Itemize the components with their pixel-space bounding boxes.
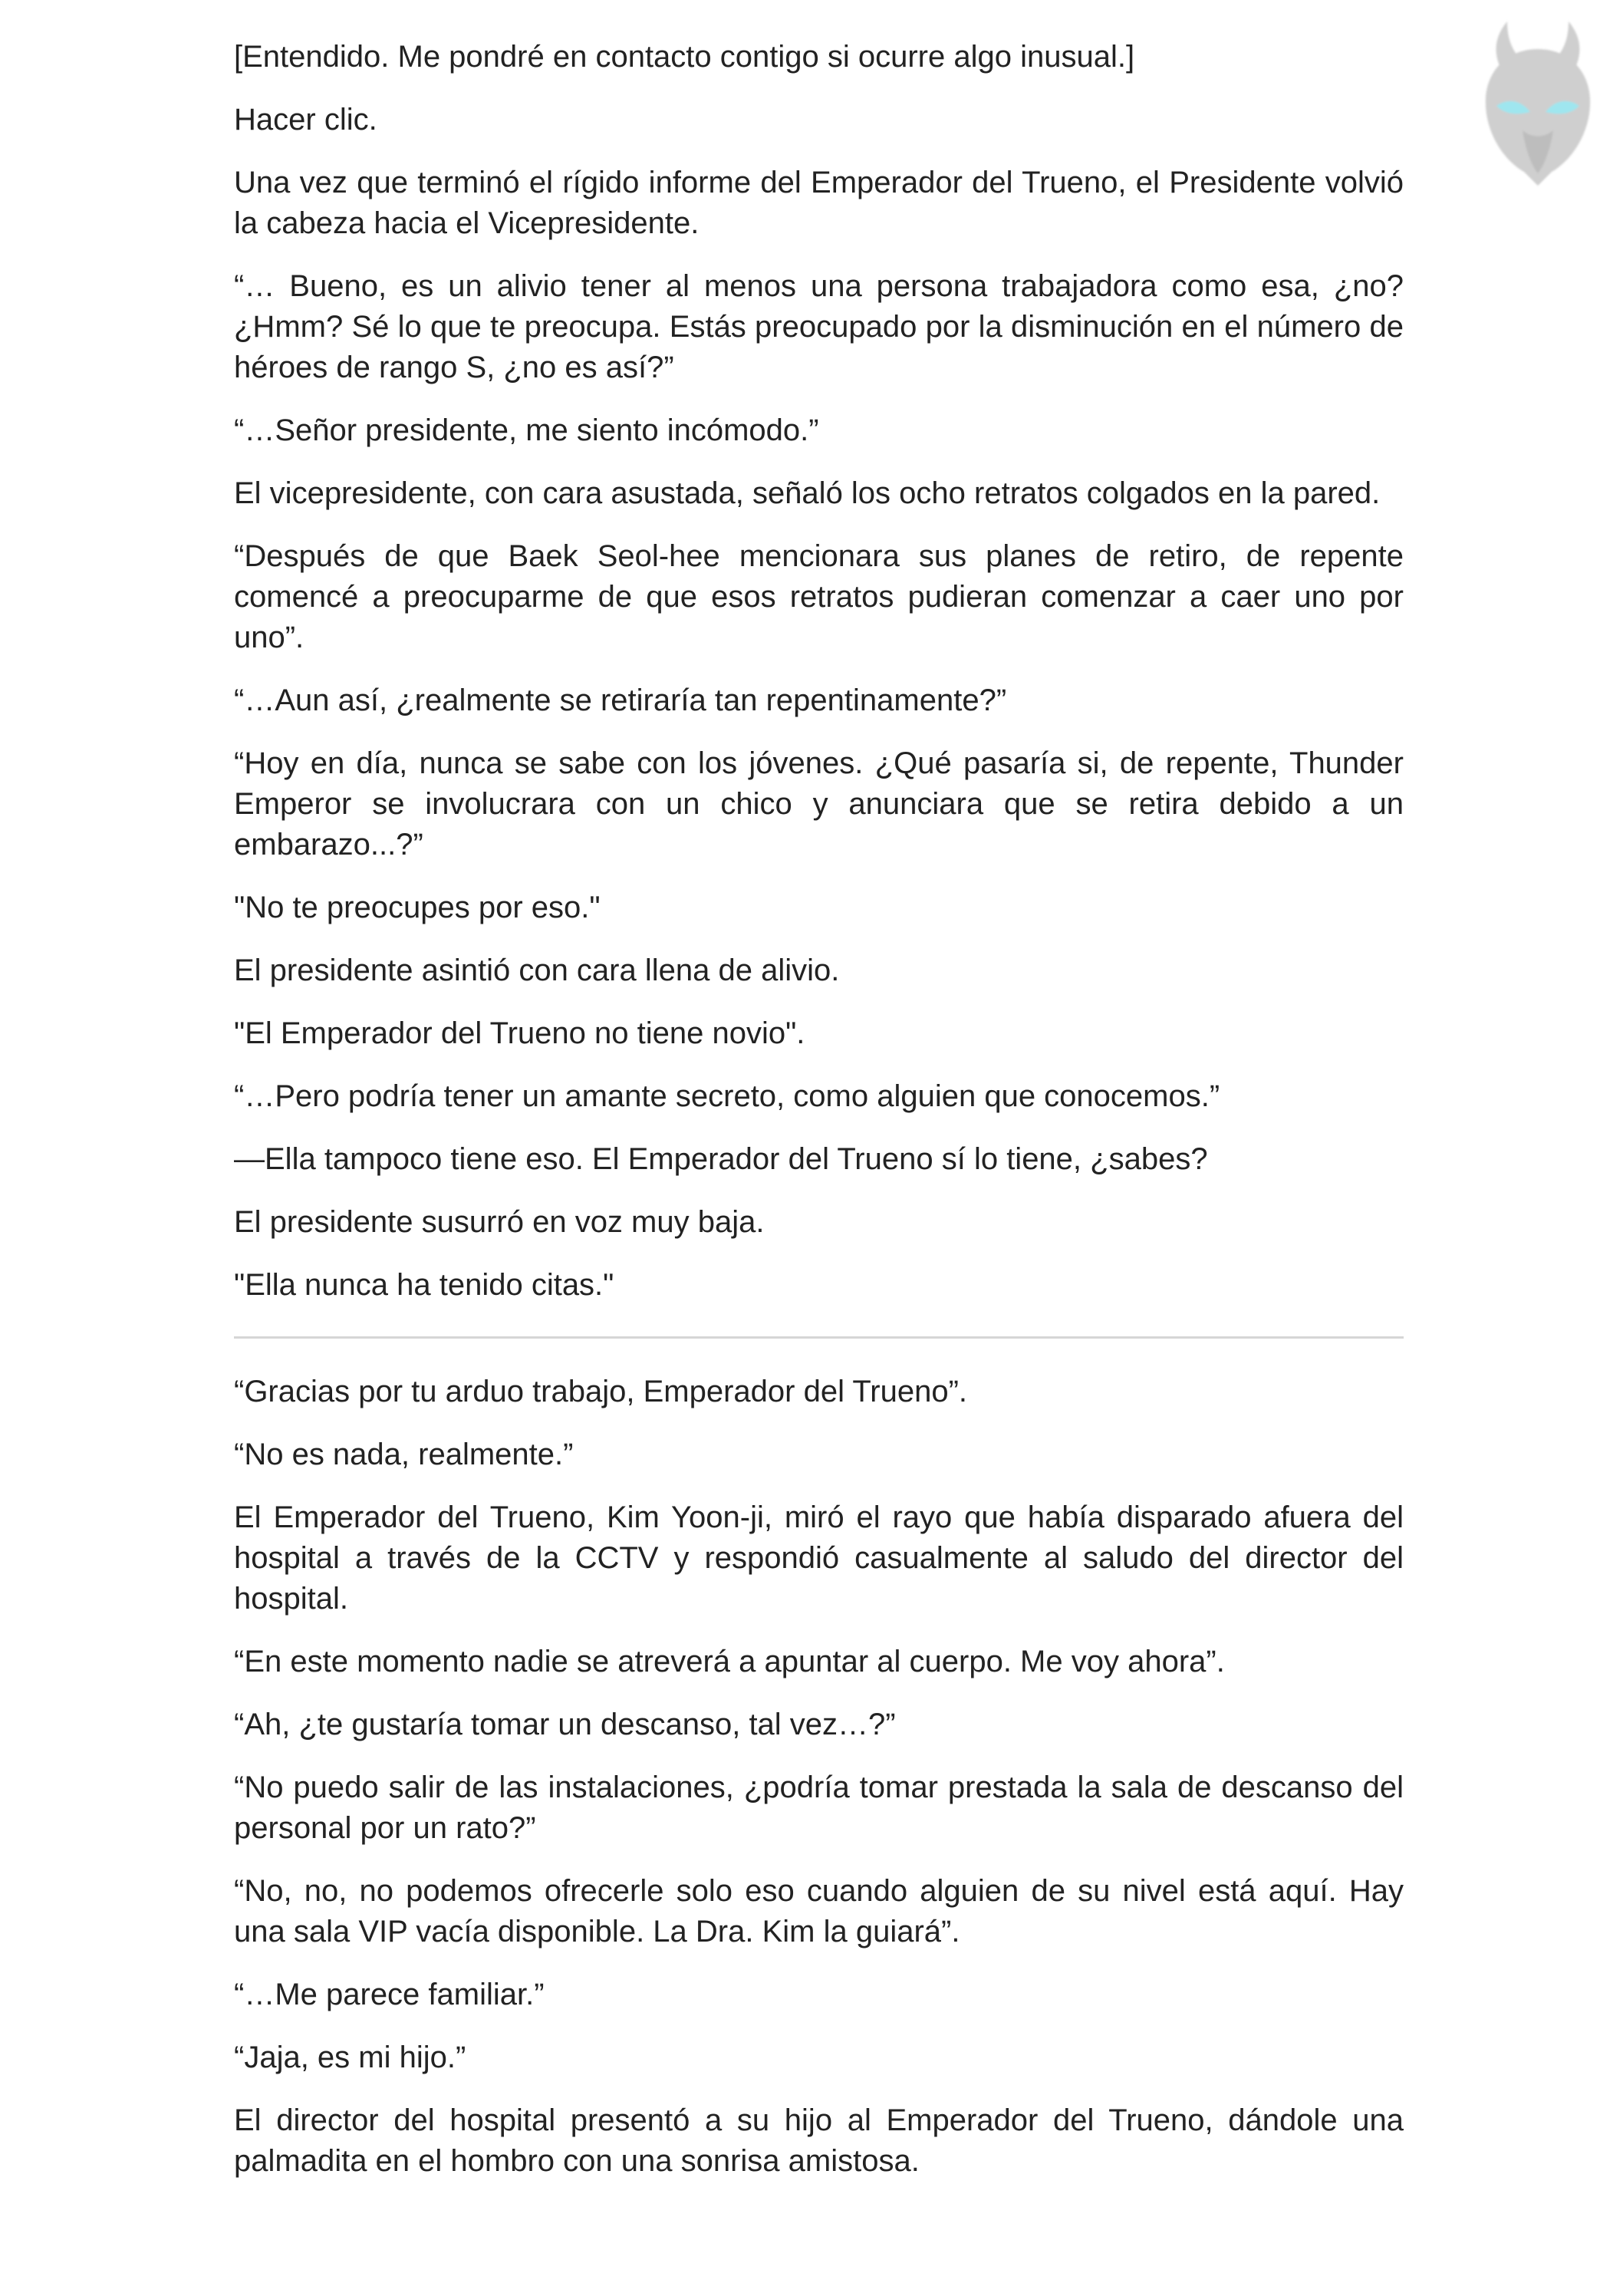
section-one <box>234 37 1404 1306</box>
section-divider <box>234 1336 1404 1339</box>
paragraph: “Ah, ¿te gustaría tomar un descanso, tal vez…?” <box>234 1708 896 1741</box>
paragraph: "El Emperador del Trueno no tiene novio". <box>234 1016 805 1050</box>
paragraph: “Hoy en día, nunca se sabe con los jóvenes. ¿Qué pasaría si, de repente, Thunder Emperor se involucrara con un chico y anunciara que se retira debido a un embarazo...?” <box>234 746 1404 861</box>
paragraph: “Jaja, es mi hijo.” <box>234 2041 466 2074</box>
paragraph: “… Bueno, es un alivio tener al menos una persona trabajadora como esa, ¿no? ¿Hmm? Sé lo que te preocupa. Estás preocupado por la disminución en el número de héroes de rango S, ¿no es así?” <box>234 269 1404 384</box>
paragraph: “No es nada, realmente.” <box>234 1438 574 1471</box>
paragraph: “…Señor presidente, me siento incómodo.” <box>234 413 819 447</box>
paragraph: “…Aun así, ¿realmente se retiraría tan repentinamente?” <box>234 684 1007 717</box>
paragraph: Hacer clic. <box>234 103 377 137</box>
paragraph: [Entendido. Me pondré en contacto contigo si ocurre algo inusual.] <box>234 40 1135 74</box>
paragraph: El presidente susurró en voz muy baja. <box>234 1205 765 1239</box>
paragraph: —Ella tampoco tiene eso. El Emperador del Trueno sí lo tiene, ¿sabes? <box>234 1142 1208 1176</box>
paragraph: “En este momento nadie se atreverá a apuntar al cuerpo. Me voy ahora”. <box>234 1645 1225 1678</box>
paragraph: “No puedo salir de las instalaciones, ¿podría tomar prestada la sala de descanso del personal por un rato?” <box>234 1771 1404 1845</box>
section-two <box>234 1372 1404 2182</box>
paragraph: El Emperador del Trueno, Kim Yoon-ji, miró el rayo que había disparado afuera del hospital a través de la CCTV y respondió casualmente al saludo del director del hospital. <box>234 1500 1404 1616</box>
paragraph: "No te preocupes por eso." <box>234 891 601 924</box>
paragraph: Una vez que terminó el rígido informe del Emperador del Trueno, el Presidente volvió la cabeza hacia el Vicepresidente. <box>234 166 1404 240</box>
document-page <box>234 37 1404 2204</box>
paragraph: “…Pero podría tener un amante secreto, como alguien que conocemos.” <box>234 1079 1220 1113</box>
paragraph: El director del hospital presentó a su hijo al Emperador del Trueno, dándole una palmadita en el hombro con una sonrisa amistosa. <box>234 2103 1404 2178</box>
paragraph: El presidente asintió con cara llena de alivio. <box>234 954 840 987</box>
paragraph: “Después de que Baek Seol-hee mencionara sus planes de retiro, de repente comencé a preocuparme de que esos retratos pudieran comenzar a caer uno por uno”. <box>234 539 1404 654</box>
paragraph: “…Me parece familiar.” <box>234 1978 545 2011</box>
demon-head-logo-icon <box>1461 15 1615 192</box>
paragraph: El vicepresidente, con cara asustada, señaló los ocho retratos colgados en la pared. <box>234 476 1381 510</box>
paragraph: “No, no, no podemos ofrecerle solo eso cuando alguien de su nivel está aquí. Hay una sala VIP vacía disponible. La Dra. Kim la guiará”. <box>234 1874 1404 1948</box>
paragraph: "Ella nunca ha tenido citas." <box>234 1268 614 1302</box>
paragraph: “Gracias por tu arduo trabajo, Emperador del Trueno”. <box>234 1375 968 1408</box>
